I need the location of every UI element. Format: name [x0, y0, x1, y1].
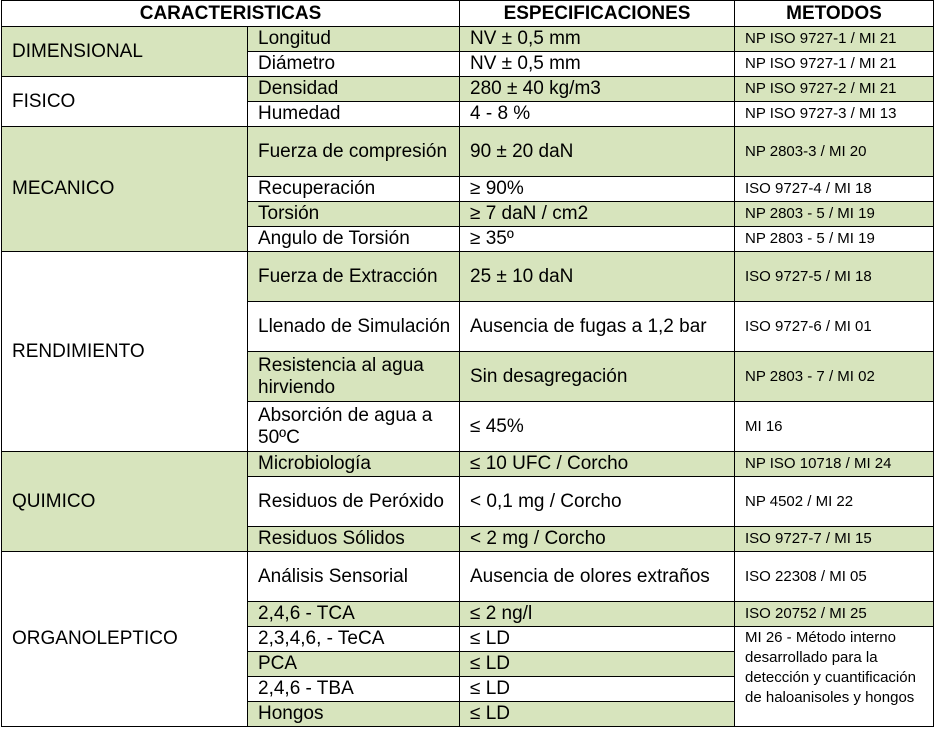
- spec-cell: ≤ 45%: [460, 402, 735, 452]
- param-cell: Residuos de Peróxido: [248, 477, 460, 527]
- param-cell: Absorción de agua a 50ºC: [248, 402, 460, 452]
- spec-cell: 280 ± 40 kg/m3: [460, 77, 735, 102]
- spec-cell: ≤ 10 UFC / Corcho: [460, 452, 735, 477]
- table-row: [2, 77, 934, 102]
- group-organoleptico: ORGANOLEPTICO: [2, 552, 248, 727]
- method-cell: MI 16: [735, 402, 934, 452]
- spec-cell: ≤ LD: [460, 677, 735, 702]
- param-cell: Residuos Sólidos: [248, 527, 460, 552]
- param-cell: Fuerza de Extracción: [248, 252, 460, 302]
- method-cell: ISO 9727-5 / MI 18: [735, 252, 934, 302]
- param-cell: Hongos: [248, 702, 460, 727]
- spec-cell: ≤ LD: [460, 652, 735, 677]
- param-cell: Resistencia al agua hirviendo: [248, 352, 460, 402]
- table-row: [2, 252, 934, 302]
- method-cell: NP 2803 - 5 / MI 19: [735, 202, 934, 227]
- method-cell: NP ISO 10718 / MI 24: [735, 452, 934, 477]
- method-cell: NP 2803 - 7 / MI 02: [735, 352, 934, 402]
- table-row: [2, 452, 934, 477]
- header-characteristics: CARACTERISTICAS: [2, 1, 460, 27]
- header-specifications: ESPECIFICACIONES: [460, 1, 735, 27]
- group-mecanico: MECANICO: [2, 127, 248, 252]
- method-cell: ISO 9727-4 / MI 18: [735, 177, 934, 202]
- group-rendimiento: RENDIMIENTO: [2, 252, 248, 452]
- spec-cell: ≤ LD: [460, 702, 735, 727]
- method-cell: ISO 20752 / MI 25: [735, 602, 934, 627]
- group-dimensional: DIMENSIONAL: [2, 27, 248, 77]
- spec-cell: 25 ± 10 daN: [460, 252, 735, 302]
- group-fisico: FISICO: [2, 77, 248, 127]
- param-cell: Recuperación: [248, 177, 460, 202]
- header-row: [2, 1, 934, 27]
- method-cell: NP ISO 9727-3 / MI 13: [735, 102, 934, 127]
- spec-cell: ≥ 7 daN / cm2: [460, 202, 735, 227]
- table-row: [2, 27, 934, 52]
- param-cell: 2,3,4,6, - TeCA: [248, 627, 460, 652]
- param-cell: Análisis Sensorial: [248, 552, 460, 602]
- method-cell: NP ISO 9727-1 / MI 21: [735, 52, 934, 77]
- param-cell: Angulo de Torsión: [248, 227, 460, 252]
- spec-cell: ≤ 2 ng/l: [460, 602, 735, 627]
- method-cell: ISO 22308 / MI 05: [735, 552, 934, 602]
- method-cell: NP 2803 - 5 / MI 19: [735, 227, 934, 252]
- spec-cell: NV ± 0,5 mm: [460, 27, 735, 52]
- spec-cell: NV ± 0,5 mm: [460, 52, 735, 77]
- method-cell: NP ISO 9727-1 / MI 21: [735, 27, 934, 52]
- table-row: [2, 127, 934, 177]
- param-cell: Diámetro: [248, 52, 460, 77]
- param-cell: 2,4,6 - TCA: [248, 602, 460, 627]
- param-cell: 2,4,6 - TBA: [248, 677, 460, 702]
- spec-cell: 4 - 8 %: [460, 102, 735, 127]
- param-cell: Llenado de Simulación: [248, 302, 460, 352]
- param-cell: Densidad: [248, 77, 460, 102]
- spec-cell: Ausencia de olores extraños: [460, 552, 735, 602]
- param-cell: Torsión: [248, 202, 460, 227]
- param-cell: Fuerza de compresión: [248, 127, 460, 177]
- spec-cell: Ausencia de fugas a 1,2 bar: [460, 302, 735, 352]
- spec-cell: ≥ 90%: [460, 177, 735, 202]
- param-cell: Humedad: [248, 102, 460, 127]
- method-cell: ISO 9727-7 / MI 15: [735, 527, 934, 552]
- method-cell: NP 2803-3 / MI 20: [735, 127, 934, 177]
- spec-cell: Sin desagregación: [460, 352, 735, 402]
- header-methods: METODOS: [735, 1, 934, 27]
- specifications-table: [1, 0, 934, 727]
- spec-cell: < 2 mg / Corcho: [460, 527, 735, 552]
- spec-cell: 90 ± 20 daN: [460, 127, 735, 177]
- group-quimico: QUIMICO: [2, 452, 248, 552]
- spec-cell: ≥ 35º: [460, 227, 735, 252]
- method-note-cell: MI 26 - Método interno desarrollado para la detección y cuantificación de haloanisoles y hongos: [735, 627, 934, 727]
- method-cell: ISO 9727-6 / MI 01: [735, 302, 934, 352]
- param-cell: Longitud: [248, 27, 460, 52]
- method-cell: NP 4502 / MI 22: [735, 477, 934, 527]
- param-cell: Microbiología: [248, 452, 460, 477]
- spec-cell: < 0,1 mg / Corcho: [460, 477, 735, 527]
- table-row: [2, 552, 934, 602]
- method-cell: NP ISO 9727-2 / MI 21: [735, 77, 934, 102]
- param-cell: PCA: [248, 652, 460, 677]
- spec-cell: ≤ LD: [460, 627, 735, 652]
